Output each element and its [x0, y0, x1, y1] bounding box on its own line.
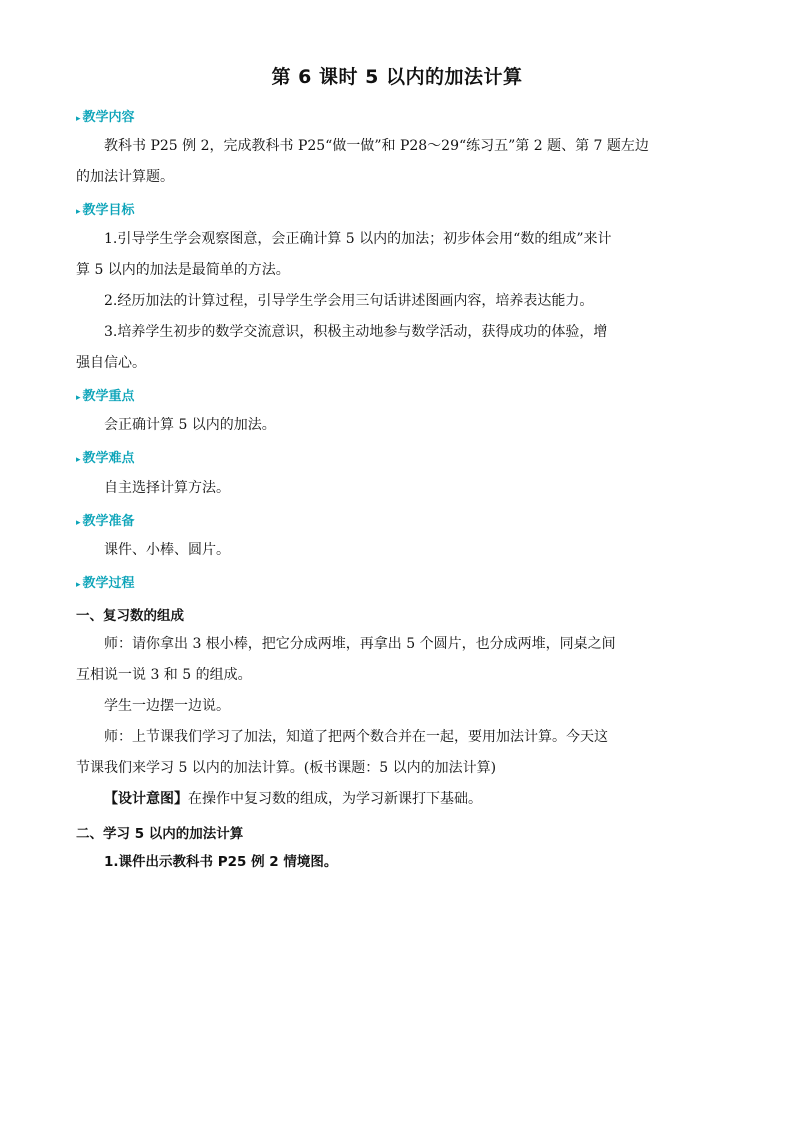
goal-line: 2.经历加法的计算过程，引导学生学会用三句话讲述图画内容，培养表达能力。	[104, 293, 594, 309]
heading-teaching-content: ▸ 教学内容	[76, 110, 135, 125]
process-line: 师：请你拿出 3 根小棒，把它分成两堆，再拿出 5 个圆片，也分成两堆，同桌之间	[104, 636, 616, 652]
heading-teaching-goals: ▸ 教学目标	[76, 203, 135, 218]
triangle-marker-icon: ▸	[76, 207, 81, 217]
goal-line: 1.引导学生学会观察图意，会正确计算 5 以内的加法；初步体会用“数的组成”来计	[104, 231, 612, 247]
triangle-marker-icon: ▸	[76, 393, 81, 403]
heading-process: ▸ 教学过程	[76, 576, 135, 591]
design-intent-label: 【设计意图】	[104, 791, 188, 807]
difficulty-line: 自主选择计算方法。	[104, 480, 230, 496]
heading-preparation: ▸ 教学准备	[76, 514, 135, 529]
triangle-marker-icon: ▸	[76, 455, 81, 465]
goal-line: 算 5 以内的加法是最简单的方法。	[76, 262, 290, 278]
process-line: 节课我们来学习 5 以内的加法计算。(板书课题：5 以内的加法计算)	[76, 760, 497, 776]
goal-line: 3.培养学生初步的数学交流意识，积极主动地参与数学活动，获得成功的体验，增	[104, 324, 608, 340]
section-review-title: 一、复习数的组成	[76, 608, 184, 624]
prep-line: 课件、小棒、圆片。	[104, 542, 230, 558]
page-title: 第 6 课时 5 以内的加法计算	[271, 66, 523, 88]
triangle-marker-icon: ▸	[76, 580, 81, 590]
section-learn-title: 二、学习 5 以内的加法计算	[76, 826, 244, 842]
heading-key-points: ▸ 教学重点	[76, 389, 135, 404]
goal-line: 强自信心。	[76, 355, 146, 371]
process-line: 学生一边摆一边说。	[104, 698, 230, 714]
key-line: 会正确计算 5 以内的加法。	[104, 417, 276, 433]
content-line: 教科书 P25 例 2，完成教科书 P25“做一做”和 P28～29“练习五”第 2 题、第 7 题左边	[104, 138, 649, 154]
process-line: 师：上节课我们学习了加法，知道了把两个数合并在一起，要用加法计算。今天这	[104, 729, 608, 745]
content-line: 的加法计算题。	[76, 169, 174, 185]
triangle-marker-icon: ▸	[76, 114, 81, 124]
triangle-marker-icon: ▸	[76, 518, 81, 528]
design-intent-line	[104, 790, 610, 808]
step-line: 1.课件出示教科书 P25 例 2 情境图。	[104, 854, 338, 870]
process-line: 互相说一说 3 和 5 的组成。	[76, 667, 252, 683]
heading-difficulty: ▸ 教学难点	[76, 451, 135, 466]
design-intent-text: 在操作中复习数的组成，为学习新课打下基础。	[188, 791, 482, 807]
